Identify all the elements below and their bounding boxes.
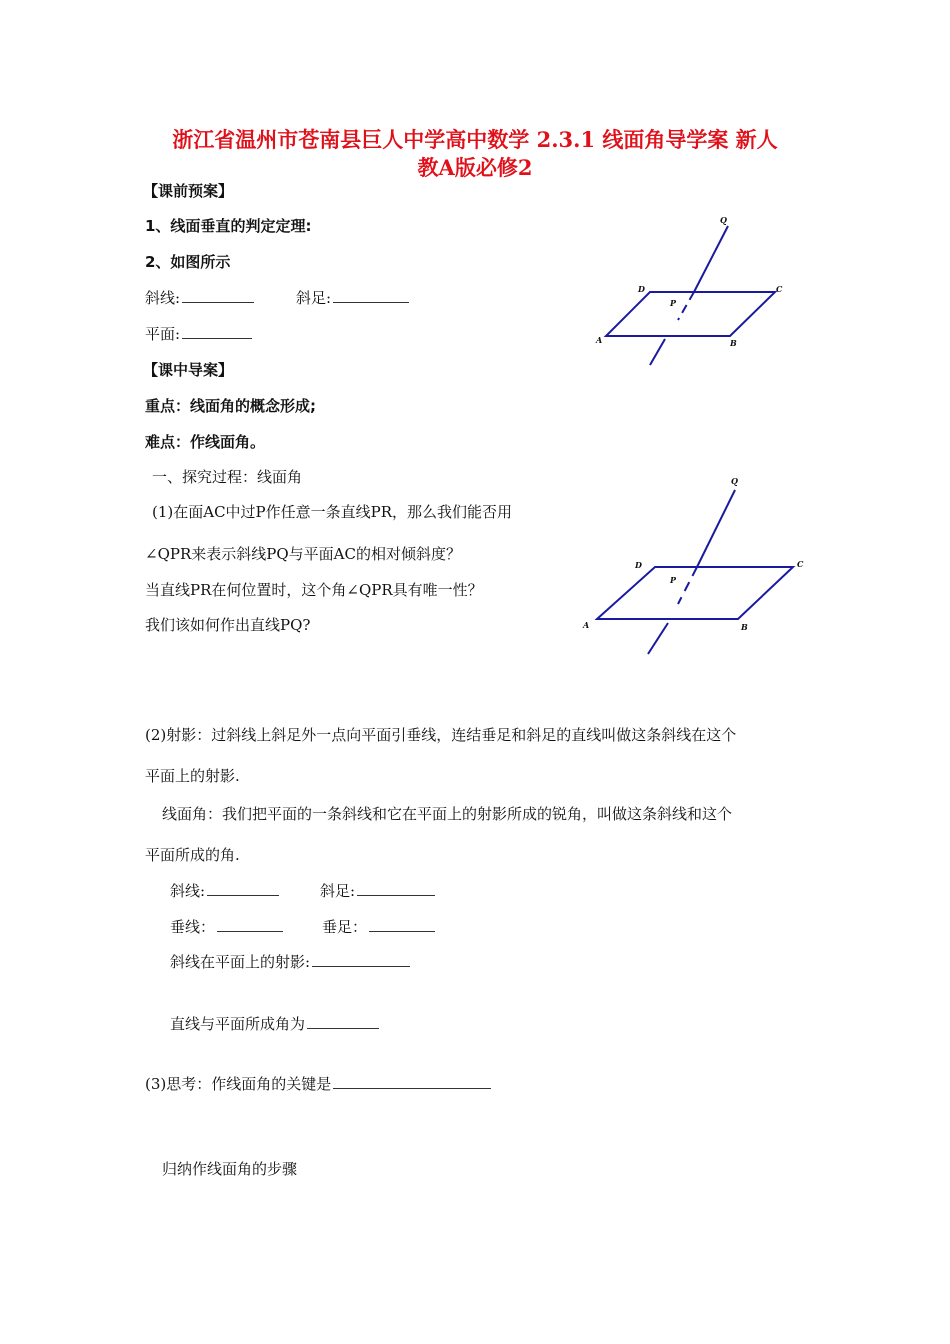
angle-label: 直线与平面所成角为 [170, 1015, 306, 1033]
pre-class-heading: 【课前预案】 [143, 182, 234, 200]
figure-1-line-below [650, 339, 665, 365]
plane-blank[interactable] [182, 324, 252, 339]
part3-label: (3)思考：作线面角的关键是 [145, 1075, 332, 1093]
angle-row [170, 1013, 379, 1034]
slant-label: 斜线: [145, 289, 181, 307]
figure-1-diagram [590, 210, 790, 370]
figure-1-line-above [694, 226, 728, 292]
doc-title-line2: 教A版必修2 [417, 155, 533, 180]
part2-line1: (2)射影：过斜线上斜足外一点向平面引垂线，连结垂足和斜足的直线叫做这条斜线在这个 [145, 726, 737, 744]
foot-label: 斜足: [296, 289, 332, 307]
question-1: 1、线面垂直的判定定理: [145, 217, 312, 235]
slant-row-2 [170, 880, 279, 901]
perp-foot-row [322, 916, 435, 937]
doc-title-line1: 浙江省温州市苍南县巨人中学高中数学 2.3.1 线面角导学案 新人 [172, 127, 778, 152]
part1-line3: 当直线PR在何位置时，这个角∠QPR具有唯一性？ [145, 581, 483, 599]
perp-blank[interactable] [217, 917, 283, 932]
in-class-heading: 【课中导案】 [143, 361, 234, 379]
perp-label: 垂线： [170, 918, 216, 936]
figure-2-line-hidden [678, 567, 697, 604]
part2-line2: 平面上的射影. [145, 767, 240, 785]
foot-row-2 [320, 880, 435, 901]
figure-2-label-q: Q [731, 476, 738, 486]
part1-line2: ∠QPR来表示斜线PQ与平面AC的相对倾斜度？ [145, 545, 461, 563]
figure-1-label-a: A [596, 335, 603, 345]
part1-line1: (1)在面AC中过P作任意一条直线PR，那么我们能否用 [152, 503, 513, 521]
perp-foot-label: 垂足： [322, 918, 368, 936]
figure-2-label-d: D [635, 560, 642, 570]
part3-blank[interactable] [333, 1074, 491, 1089]
figure-1-label-q: Q [720, 215, 727, 225]
figure-2-diagram [575, 470, 815, 665]
projection-label: 斜线在平面上的射影: [170, 953, 311, 971]
part1-line4: 我们该如何作出直线PQ? [145, 616, 311, 634]
foot-label-2: 斜足: [320, 882, 356, 900]
foot-row [296, 287, 409, 308]
key-point: 重点：线面角的概念形成; [145, 397, 316, 415]
foot-blank[interactable] [333, 288, 409, 303]
angle-blank[interactable] [307, 1014, 379, 1029]
definition-line2: 平面所成的角. [145, 846, 240, 864]
perp-foot-blank[interactable] [369, 917, 435, 932]
foot-blank-2[interactable] [357, 881, 435, 896]
figure-1-line-hidden [678, 292, 694, 320]
figure-1-label-c: C [776, 284, 783, 294]
definition-line1: 线面角：我们把平面的一条斜线和它在平面上的射影所成的锐角，叫做这条斜线和这个 [162, 805, 733, 823]
figure-2-label-c: C [797, 559, 804, 569]
figure-1-label-p: P [670, 298, 677, 308]
slant-blank-2[interactable] [207, 881, 279, 896]
plane-row [145, 323, 252, 344]
projection-blank[interactable] [312, 952, 410, 967]
figure-2-label-b: B [741, 622, 748, 632]
projection-row [170, 951, 410, 972]
difficulty: 难点：作线面角。 [145, 433, 266, 451]
figure-2-line-above [697, 490, 735, 567]
perp-row [170, 916, 283, 937]
figure-2-label-a: A [583, 620, 590, 630]
part3-row [145, 1073, 491, 1094]
figure-1-label-b: B [730, 338, 737, 348]
part1-heading: 一、探究过程：线面角 [152, 468, 303, 486]
slant-blank[interactable] [182, 288, 254, 303]
figure-1-label-d: D [638, 284, 645, 294]
summary-steps: 归纳作线面角的步骤 [162, 1160, 298, 1178]
figure-2-label-p: P [670, 575, 677, 585]
slant-label-2: 斜线: [170, 882, 206, 900]
slant-line-row [145, 287, 254, 308]
figure-2-plane [597, 567, 793, 619]
question-2: 2、如图所示 [145, 253, 231, 271]
figure-2-line-below [648, 623, 668, 654]
plane-label: 平面: [145, 325, 181, 343]
